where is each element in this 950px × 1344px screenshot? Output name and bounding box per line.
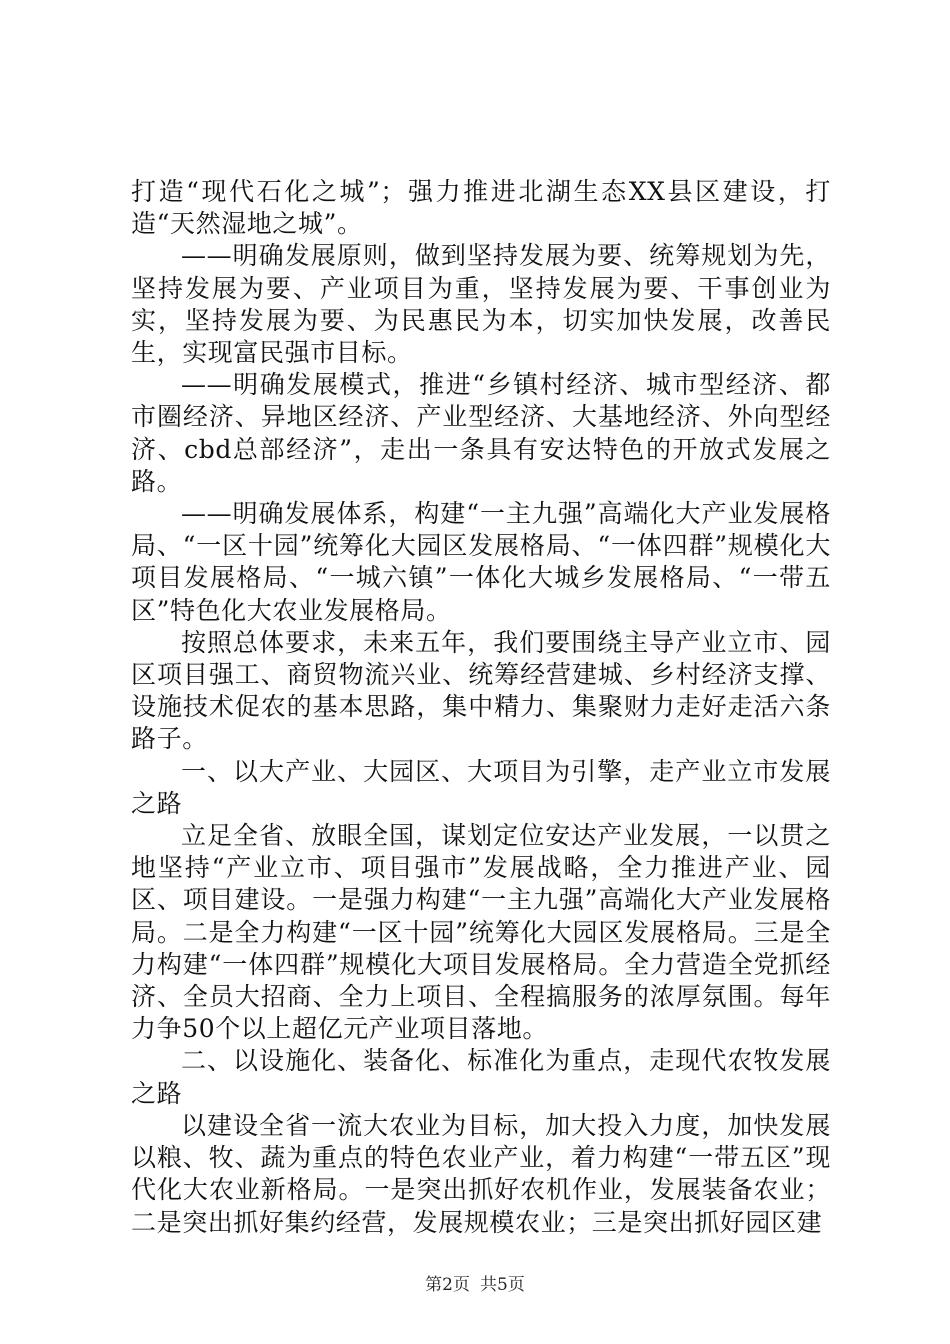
paragraph-4: ——明确发展体系，构建“一主九强”高端化大产业发展格局、“一区十园”统筹化大园区发展格局、“一体四群”规模化大项目发展格局、“一城六镇”一体化大城乡发展格局、“一带五区”特色化大农业发展格局。 [131,499,831,625]
page-number: 第2页 [425,1275,470,1295]
paragraph-2: ——明确发展原则，做到坚持发展为要、统筹规划为先，坚持发展为要、产业项目为重，坚持发展为要、干事创业为实，坚持发展为要、为民惠民为本，切实加快发展，改善民生，实现富民强市目标。 [131,241,831,368]
page-footer [0,1270,950,1295]
paragraph-1: 打造“现代石化之城”；强力推进北湖生态XX县区建设，打造“天然湿地之城”。 [131,177,831,239]
paragraph-7: 以建设全省一流大农业为目标，加大投入力度，加快发展以粮、牧、蔬为重点的特色农业产业，着力构建“一带五区”现代化大农业新格局。一是突出抓好农机作业，发展装备农业；二是突出抓好集约经营，发展规模农业；三是突出抓好园区建 [131,1110,831,1237]
paragraph-6: 立足全省、放眼全国，谋划定位安达产业发展，一以贯之地坚持“产业立市、项目强市”发展战略，全力推进产业、园区、项目建设。一是强力构建“一主九强”高端化大产业发展格局。二是全力构建“一区十园”统筹化大园区发展格局。三是全力构建“一体四群”规模化大项目发展格局。全力营造全党抓经济、全员大招商、全力上项目、全程搞服务的浓厚氛围。每年力争50个以上超亿元产业项目落地。 [131,821,831,1044]
paragraph-5: 按照总体要求，未来五年，我们要围绕主导产业立市、园区项目强工、商贸物流兴业、统筹经营建城、乡村经济支撑、设施技术促农的基本思路，集中精力、集聚财力走好走活六条路子。 [131,627,831,754]
section-heading-2: 二、以设施化、装备化、标准化为重点，走现代农牧发展之路 [131,1046,831,1108]
page-total: 共5页 [480,1275,525,1295]
section-heading-1: 一、以大产业、大园区、大项目为引擎，走产业立市发展之路 [131,756,831,818]
paragraph-3: ——明确发展模式，推进“乡镇村经济、城市型经济、都市圈经济、异地区经济、产业型经济、大基地经济、外向型经济、cbd总部经济”，走出一条具有安达特色的开放式发展之路。 [131,370,831,496]
document-body [131,176,831,1239]
